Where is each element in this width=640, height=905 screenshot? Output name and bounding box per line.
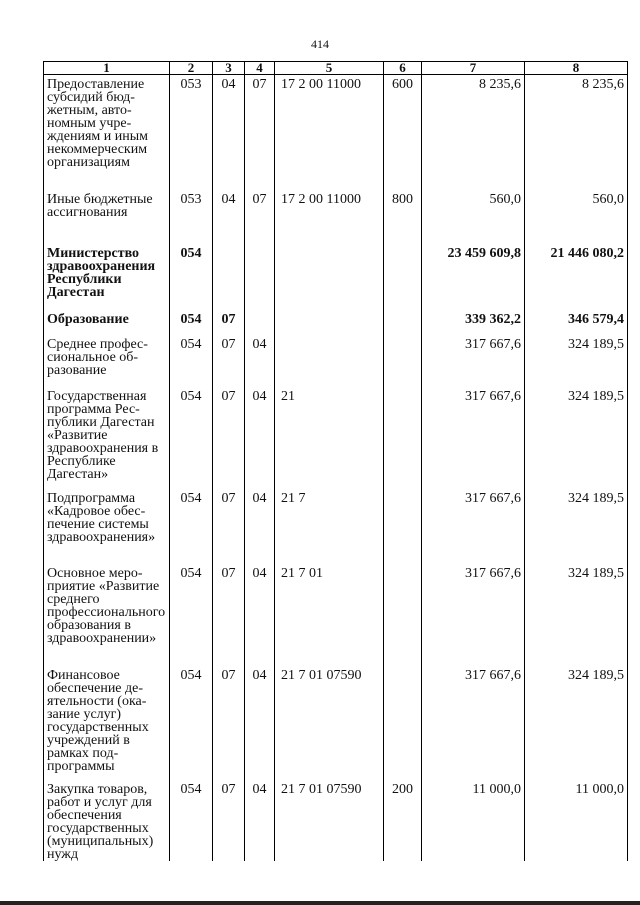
row-code-subsection [245,310,275,335]
row-code-ministry: 053 [170,190,213,244]
column-header: 2 [170,62,213,75]
row-name: Основное мероприятие «Развитие среднего профессионального образования в здравоохранении» [44,564,170,666]
row-code-target: 21 [275,387,384,489]
row-name: Государственная программа Республики Дагестан «Развитие здравоохранения в Республике Дагестан» [44,387,170,489]
row-code-ministry: 054 [170,387,213,489]
row-code-target: 17 2 00 11000 [275,190,384,244]
column-header: 8 [525,62,628,75]
table-row [44,387,628,489]
table-row [44,489,628,564]
row-code-target: 17 2 00 11000 [275,75,384,190]
column-header: 7 [422,62,525,75]
row-code-subsection: 04 [245,564,275,666]
row-code-subsection: 04 [245,335,275,387]
row-code-section: 07 [213,489,245,564]
row-value-year1: 23 459 609,8 [422,244,525,310]
row-code-ministry: 054 [170,244,213,310]
header-row [44,62,628,75]
table-row [44,310,628,335]
row-name: Образование [44,310,170,335]
row-value-year2: 324 189,5 [525,335,628,387]
row-code-section [213,244,245,310]
row-value-year2: 324 189,5 [525,387,628,489]
row-code-subsection [245,244,275,310]
row-value-year2: 324 189,5 [525,564,628,666]
row-code-target [275,335,384,387]
row-code-target: 21 7 01 07590 [275,780,384,861]
table-row [44,75,628,190]
row-name: Подпрограмма «Кадровое обеспечение системы здравоохранения» [44,489,170,564]
row-name: Закупка товаров, работ и услуг для обеспечения государственных (муниципальных) нужд [44,780,170,861]
row-code-expense: 600 [384,75,422,190]
table-row [44,666,628,780]
column-header: 6 [384,62,422,75]
row-value-year2: 560,0 [525,190,628,244]
row-code-ministry: 054 [170,666,213,780]
row-code-subsection: 04 [245,387,275,489]
column-header: 3 [213,62,245,75]
row-value-year1: 317 667,6 [422,335,525,387]
row-name: Иные бюджетные ассигнования [44,190,170,244]
row-name: Финансовое обеспечение деятельности (оказание услуг) государственных учреждений в рамках подпрограммы [44,666,170,780]
row-code-target: 21 7 01 [275,564,384,666]
row-code-section: 07 [213,310,245,335]
scan-bottom-edge [0,901,640,905]
row-code-expense [384,310,422,335]
row-code-ministry: 053 [170,75,213,190]
row-code-section: 07 [213,335,245,387]
row-code-expense [384,489,422,564]
row-code-subsection: 07 [245,190,275,244]
row-code-subsection: 04 [245,780,275,861]
row-name: Предоставление субсидий бюджетным, автономным учреждениям и иным некоммерческим организациям [44,75,170,190]
row-code-section: 04 [213,75,245,190]
row-code-section: 07 [213,387,245,489]
row-code-section: 07 [213,564,245,666]
row-code-expense [384,564,422,666]
row-code-target: 21 7 01 07590 [275,666,384,780]
row-code-target [275,310,384,335]
row-code-target [275,244,384,310]
row-code-subsection: 04 [245,666,275,780]
row-value-year2: 11 000,0 [525,780,628,861]
row-code-target: 21 7 [275,489,384,564]
table-row [44,564,628,666]
row-code-expense [384,335,422,387]
row-code-expense [384,387,422,489]
row-value-year1: 317 667,6 [422,666,525,780]
row-code-ministry: 054 [170,335,213,387]
row-value-year2: 324 189,5 [525,489,628,564]
column-header: 4 [245,62,275,75]
table-row [44,780,628,861]
row-code-expense: 800 [384,190,422,244]
table-row [44,335,628,387]
row-value-year1: 317 667,6 [422,489,525,564]
row-code-subsection: 07 [245,75,275,190]
row-value-year1: 339 362,2 [422,310,525,335]
row-code-ministry: 054 [170,780,213,861]
budget-table [43,61,628,861]
row-value-year1: 317 667,6 [422,564,525,666]
row-code-expense [384,244,422,310]
column-header: 1 [44,62,170,75]
row-name: Среднее профессиональное образование [44,335,170,387]
row-code-section: 07 [213,780,245,861]
row-code-ministry: 054 [170,310,213,335]
page-number: 414 [311,37,329,51]
row-value-year1: 8 235,6 [422,75,525,190]
row-code-section: 07 [213,666,245,780]
row-value-year2: 324 189,5 [525,666,628,780]
row-value-year1: 317 667,6 [422,387,525,489]
row-code-ministry: 054 [170,489,213,564]
row-value-year1: 11 000,0 [422,780,525,861]
row-code-expense [384,666,422,780]
row-value-year2: 8 235,6 [525,75,628,190]
row-code-ministry: 054 [170,564,213,666]
column-header: 5 [275,62,384,75]
row-code-expense: 200 [384,780,422,861]
table-row [44,244,628,310]
table-row [44,190,628,244]
row-value-year1: 560,0 [422,190,525,244]
row-value-year2: 21 446 080,2 [525,244,628,310]
row-code-subsection: 04 [245,489,275,564]
row-name: Министерство здравоохранения Республики Дагестан [44,244,170,310]
row-value-year2: 346 579,4 [525,310,628,335]
row-code-section: 04 [213,190,245,244]
